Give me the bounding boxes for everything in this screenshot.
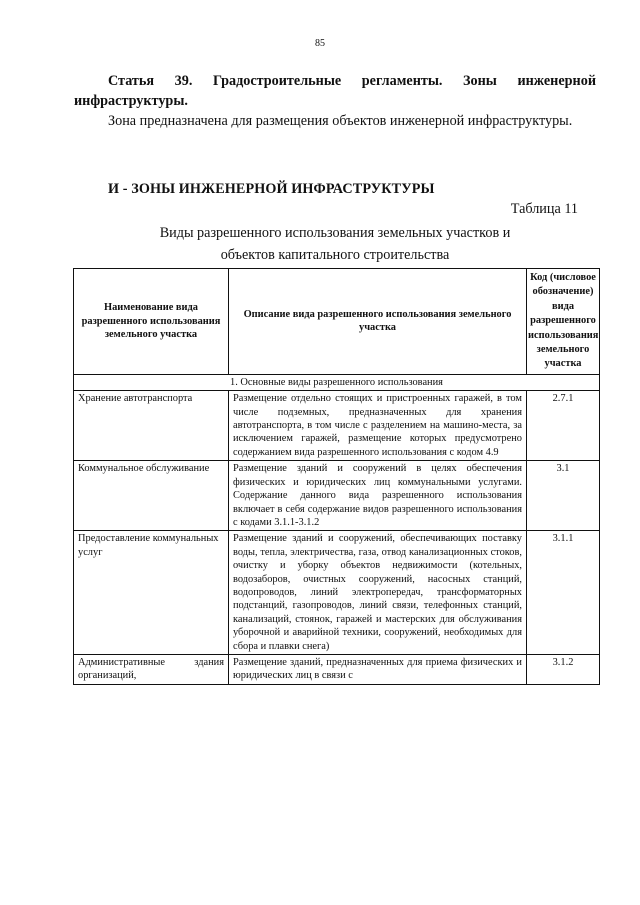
table-header-row — [74, 269, 600, 375]
row-code: 3.1.1 — [527, 531, 600, 655]
caption-line-1: Виды разрешенного использования земельных участков и — [159, 225, 511, 241]
row-name: Предоставление коммунальных услуг — [74, 531, 229, 655]
page-number: 85 — [315, 38, 325, 49]
header-description: Описание вида разрешенного использования земельного участка — [229, 269, 527, 375]
row-name: Коммунальное обслуживание — [74, 461, 229, 531]
section-row — [74, 374, 600, 390]
table-caption — [74, 222, 596, 266]
article-text: Зона предназначена для размещения объектов инженерной инфраструктуры. — [108, 113, 573, 129]
article-block — [74, 71, 596, 131]
permitted-use-table — [73, 268, 600, 685]
article-title: Статья 39. Градостроительные регламенты. Зоны инженерной инфраструктуры. — [74, 73, 596, 109]
row-description: Размещение отдельно стоящих и пристроенных гаражей, в том числе подземных, предназначенных для хранения автотранспорта, в том числе с разделением на машино-места, за исключением гаражей, размещение которых предусмотрено содержанием вида разрешенного использования с кодом 4.9 — [229, 391, 527, 461]
table-row — [74, 654, 600, 684]
table-label: Таблица 11 — [510, 201, 578, 217]
row-description: Размещение зданий и сооружений, обеспечивающих поставку воды, тепла, электричества, газа, отвод канализационных стоков, очистку и уборку объектов недвижимости (котельных, водозаборов, очистных сооружений, насосных станций, водопроводов, линий электропередач, трансформаторных подстанций, газопроводов, линий связи, телефонных станций, канализаций, стоянок, гаражей и мастерских для обслуживания уборочной и аварийной техники, сооружений, необходимых для сбора и плавки снега) — [229, 531, 527, 655]
table-row — [74, 461, 600, 531]
table-row — [74, 531, 600, 655]
caption-line-2: объектов капитального строительства — [220, 247, 450, 263]
header-code: Код (числовое обозначение) вида разрешенного использования земельного участка — [527, 269, 600, 375]
row-description: Размещение зданий и сооружений в целях обеспечения физических и юридических лиц коммунальными услугами. Содержание данного вида разрешенного использования включает в себя содержание видов разрешенного использования с кодами 3.1.1-3.1.2 — [229, 461, 527, 531]
header-name: Наименование вида разрешенного использования земельного участка — [74, 269, 229, 375]
row-code: 3.1.2 — [527, 654, 600, 684]
row-description: Размещение зданий, предназначенных для приема физических и юридических лиц в связи с — [229, 654, 527, 684]
row-name: Административные здания организаций, — [74, 654, 229, 684]
row-code: 2.7.1 — [527, 391, 600, 461]
section-title: 1. Основные виды разрешенного использования — [74, 374, 600, 390]
zone-title: И - ЗОНЫ ИНЖЕНЕРНОЙ ИНФРАСТРУКТУРЫ — [108, 181, 435, 197]
row-name: Хранение автотранспорта — [74, 391, 229, 461]
table-row — [74, 391, 600, 461]
row-code: 3.1 — [527, 461, 600, 531]
